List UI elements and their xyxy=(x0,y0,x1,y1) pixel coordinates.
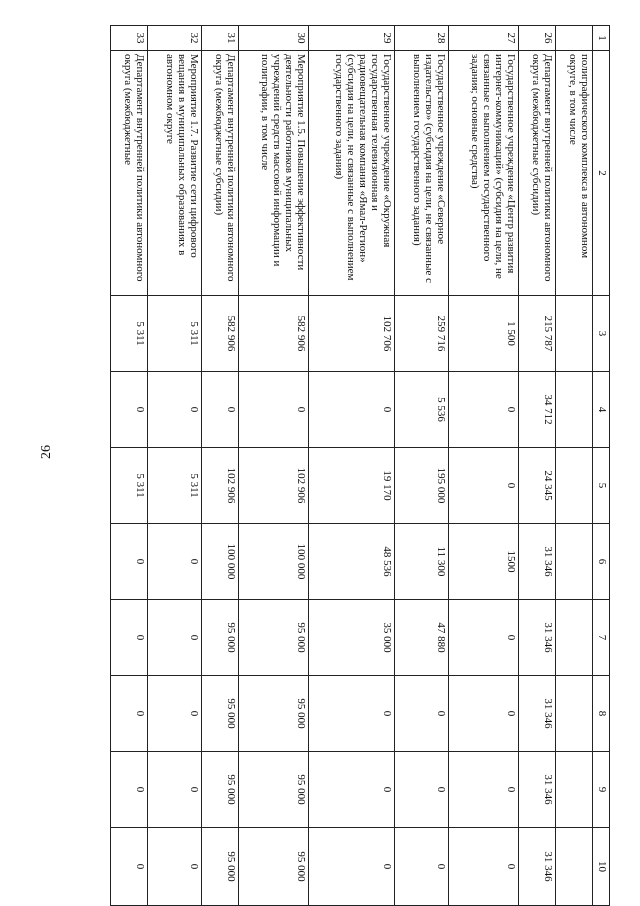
row-number: 27 xyxy=(448,26,518,51)
value-cell: 0 xyxy=(308,676,395,752)
header-cell: 10 xyxy=(593,828,610,906)
value-cell: 0 xyxy=(148,676,202,752)
value-cell: 34 712 xyxy=(518,372,555,448)
table-row xyxy=(518,26,555,906)
value-cell: 0 xyxy=(395,828,449,906)
value-cell: 95 000 xyxy=(238,676,308,752)
value-cell: 0 xyxy=(448,372,518,448)
value-cell: 0 xyxy=(148,524,202,600)
value-cell: 0 xyxy=(448,600,518,676)
header-cell: 4 xyxy=(593,372,610,448)
header-cell: 2 xyxy=(593,51,610,296)
table-row xyxy=(148,26,202,906)
value-cell: 24 345 xyxy=(518,448,555,524)
rotated-table-container xyxy=(110,25,610,905)
table-row xyxy=(111,26,148,906)
row-description: Мероприятие 1.5. Повышение эффективности деятельности работников муниципальных учреждений средств массовой информации и полиграфии, в том числе xyxy=(238,51,308,296)
value-cell: 102 706 xyxy=(308,296,395,372)
value-cell xyxy=(555,676,592,752)
row-description: Департамент внутренней политики автономного округа (межбюджетные субсидии) xyxy=(518,51,555,296)
row-description: Государственное учреждение «Окружная государственная телевизионная и радиовещательная компания «Ямал-Регион» (субсидия на цели, не связанные с выполнением государственного задания) xyxy=(308,51,395,296)
budget-table xyxy=(110,25,610,906)
value-cell: 35 000 xyxy=(308,600,395,676)
value-cell: 1 500 xyxy=(448,296,518,372)
value-cell: 0 xyxy=(111,676,148,752)
header-cell: 3 xyxy=(593,296,610,372)
value-cell: 11 300 xyxy=(395,524,449,600)
row-description: Департамент внутренней политики автономного округа (межбюджетные субсидии) xyxy=(201,51,238,296)
value-cell: 95 000 xyxy=(238,752,308,828)
header-cell: 7 xyxy=(593,600,610,676)
value-cell: 0 xyxy=(111,524,148,600)
value-cell: 5 536 xyxy=(395,372,449,448)
value-cell: 0 xyxy=(448,448,518,524)
value-cell: 0 xyxy=(308,752,395,828)
header-row xyxy=(593,26,610,906)
value-cell: 0 xyxy=(308,372,395,448)
value-cell: 5 311 xyxy=(148,296,202,372)
row-number xyxy=(555,26,592,51)
value-cell: 31 346 xyxy=(518,600,555,676)
value-cell: 31 346 xyxy=(518,828,555,906)
value-cell: 0 xyxy=(448,828,518,906)
value-cell: 195 000 xyxy=(395,448,449,524)
header-cell: 5 xyxy=(593,448,610,524)
value-cell: 0 xyxy=(111,600,148,676)
row-number: 26 xyxy=(518,26,555,51)
page-number: 26 xyxy=(39,445,54,459)
value-cell: 0 xyxy=(148,828,202,906)
value-cell: 102 906 xyxy=(201,448,238,524)
value-cell: 95 000 xyxy=(201,676,238,752)
value-cell: 47 880 xyxy=(395,600,449,676)
row-description: Департамент внутренней политики автономного округа (межбюджетные xyxy=(111,51,148,296)
header-cell: 8 xyxy=(593,676,610,752)
value-cell: 95 000 xyxy=(201,752,238,828)
row-description: Государственное учреждение «Северное издательство» (субсидия на цели, не связанные с выполнением государственного задания) xyxy=(395,51,449,296)
table-row xyxy=(448,26,518,906)
table-row xyxy=(308,26,395,906)
value-cell: 102 906 xyxy=(238,448,308,524)
value-cell xyxy=(555,448,592,524)
value-cell: 95 000 xyxy=(238,600,308,676)
value-cell: 5 311 xyxy=(111,296,148,372)
table-row xyxy=(201,26,238,906)
value-cell: 95 000 xyxy=(201,828,238,906)
value-cell: 100 000 xyxy=(238,524,308,600)
value-cell: 1500 xyxy=(448,524,518,600)
value-cell: 31 346 xyxy=(518,676,555,752)
value-cell: 0 xyxy=(111,752,148,828)
value-cell: 48 536 xyxy=(308,524,395,600)
value-cell: 0 xyxy=(448,676,518,752)
row-number: 30 xyxy=(238,26,308,51)
value-cell: 95 000 xyxy=(238,828,308,906)
value-cell xyxy=(555,752,592,828)
row-number: 31 xyxy=(201,26,238,51)
value-cell: 0 xyxy=(201,372,238,448)
value-cell: 582 906 xyxy=(201,296,238,372)
value-cell: 5 311 xyxy=(148,448,202,524)
value-cell: 0 xyxy=(395,676,449,752)
row-description: полиграфического комплекса в автономном округе, в том числе xyxy=(555,51,592,296)
header-cell: 1 xyxy=(593,26,610,51)
value-cell: 259 716 xyxy=(395,296,449,372)
value-cell: 0 xyxy=(148,752,202,828)
row-number: 33 xyxy=(111,26,148,51)
table-row xyxy=(238,26,308,906)
value-cell: 31 346 xyxy=(518,752,555,828)
value-cell: 31 346 xyxy=(518,524,555,600)
value-cell: 0 xyxy=(238,372,308,448)
table-body xyxy=(111,26,610,906)
value-cell xyxy=(555,600,592,676)
value-cell: 19 170 xyxy=(308,448,395,524)
row-number: 28 xyxy=(395,26,449,51)
value-cell xyxy=(555,372,592,448)
header-cell: 9 xyxy=(593,752,610,828)
value-cell: 0 xyxy=(308,828,395,906)
value-cell: 582 906 xyxy=(238,296,308,372)
value-cell: 0 xyxy=(448,752,518,828)
row-number: 29 xyxy=(308,26,395,51)
value-cell: 0 xyxy=(111,372,148,448)
row-description: Мероприятие 1.7. Развитие сети цифрового вещания в муниципальных образованиях в автономном округе xyxy=(148,51,202,296)
value-cell: 0 xyxy=(111,828,148,906)
value-cell: 0 xyxy=(395,752,449,828)
value-cell xyxy=(555,296,592,372)
value-cell xyxy=(555,524,592,600)
value-cell: 0 xyxy=(148,600,202,676)
row-number: 32 xyxy=(148,26,202,51)
table-row xyxy=(395,26,449,906)
row-description: Государственное учреждение «Центр развития интернет-коммуникаций» (субсидия на цели, не связанные с выполнением государственного задания; основные средства) xyxy=(448,51,518,296)
value-cell: 95 000 xyxy=(201,600,238,676)
value-cell: 100 000 xyxy=(201,524,238,600)
value-cell: 215 787 xyxy=(518,296,555,372)
table-row xyxy=(555,26,592,906)
header-cell: 6 xyxy=(593,524,610,600)
value-cell xyxy=(555,828,592,906)
value-cell: 0 xyxy=(148,372,202,448)
value-cell: 5 311 xyxy=(111,448,148,524)
